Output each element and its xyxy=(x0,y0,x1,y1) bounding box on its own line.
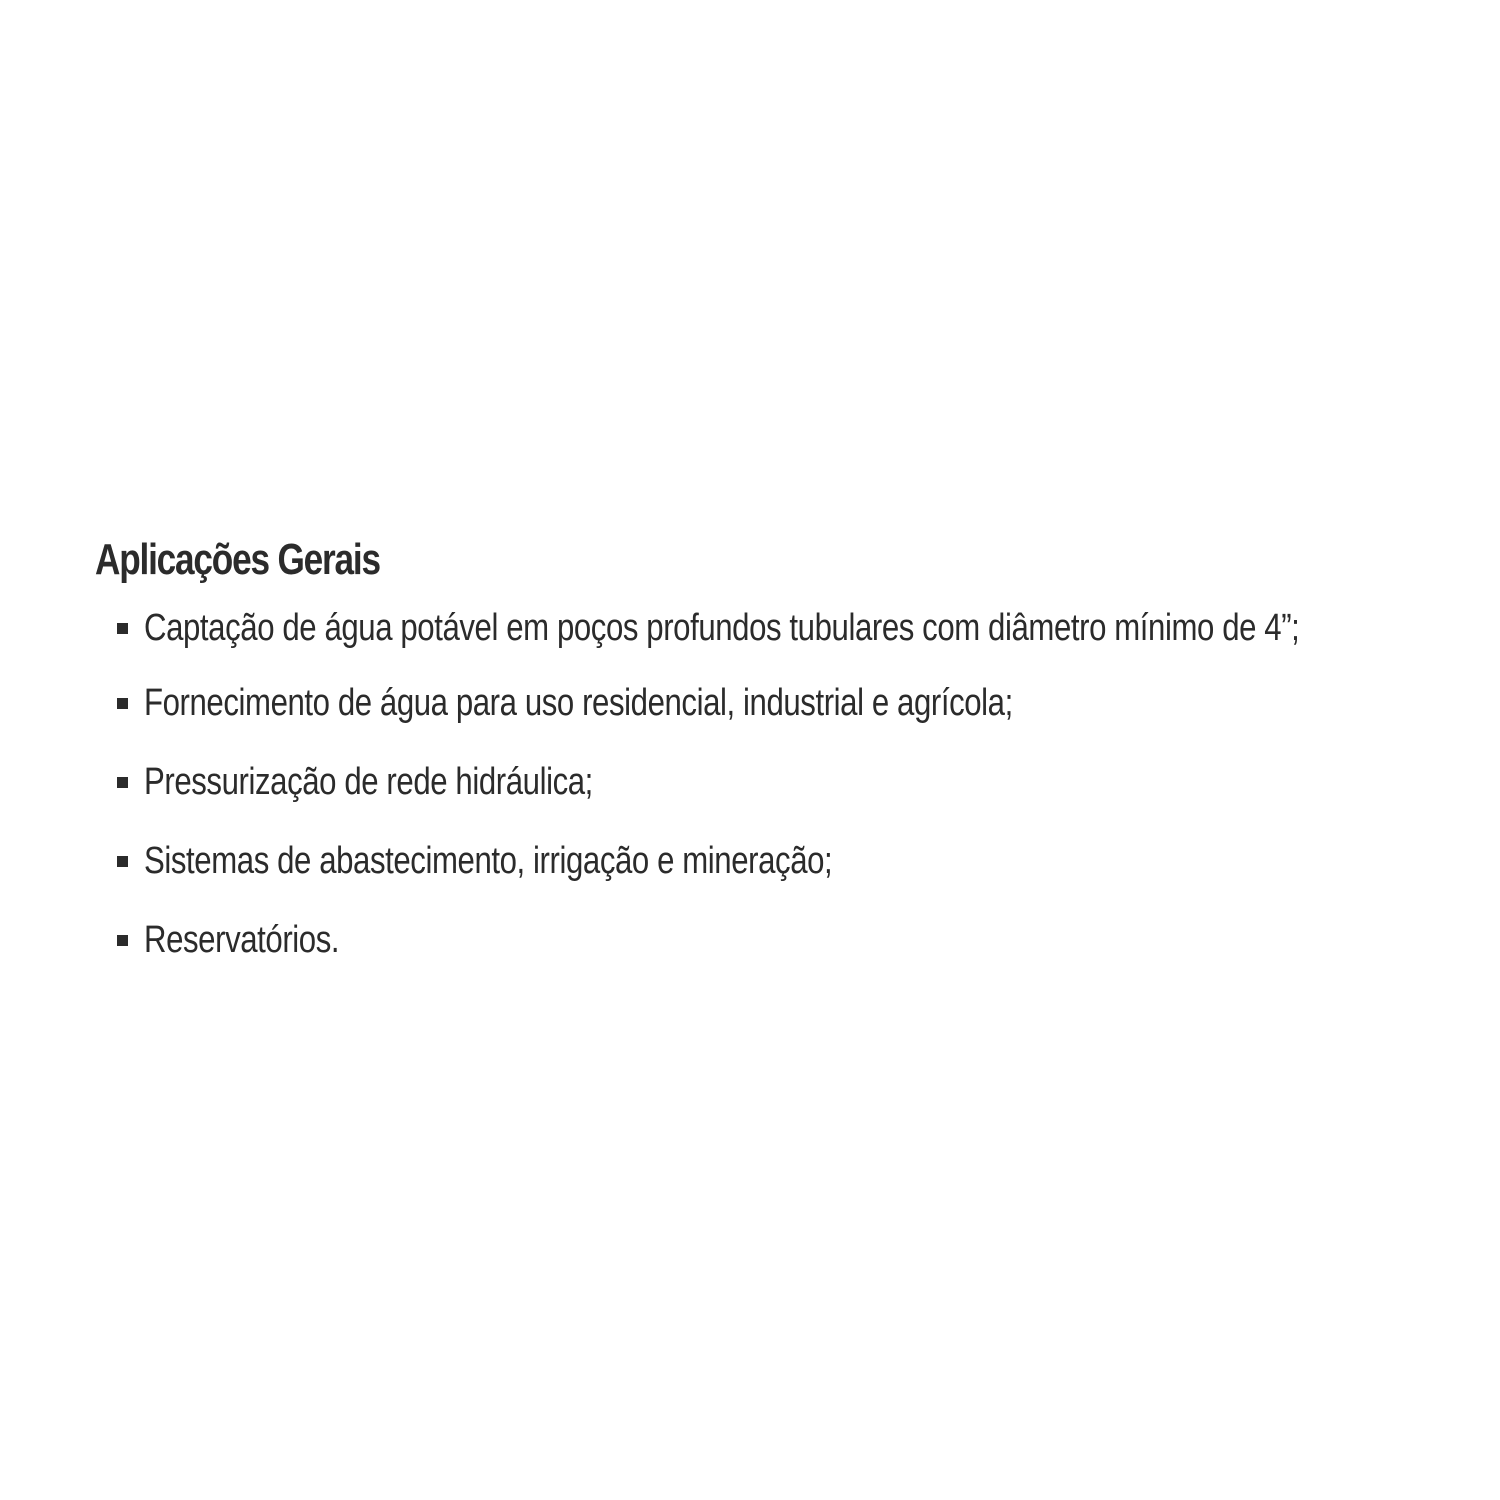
list-item-text: Captação de água potável em poços profundos tubulares com diâmetro mínimo de 4”; xyxy=(144,606,1300,649)
list-item-text: Sistemas de abastecimento, irrigação e mineração; xyxy=(144,840,833,882)
list-item xyxy=(95,743,1455,822)
list-item xyxy=(95,822,1455,901)
square-bullet-icon xyxy=(117,777,128,788)
square-bullet-icon xyxy=(117,856,128,867)
square-bullet-icon xyxy=(117,935,128,946)
square-bullet-icon xyxy=(117,623,128,634)
list-item-text: Pressurização de rede hidráulica; xyxy=(144,761,593,803)
applications-section xyxy=(95,528,1455,980)
list-item-text: Fornecimento de água para uso residencial, industrial e agrícola; xyxy=(144,682,1013,724)
list-item xyxy=(95,901,1455,980)
applications-list xyxy=(95,592,1455,980)
list-item xyxy=(95,664,1455,743)
list-item xyxy=(95,592,1455,664)
list-item-text: Reservatórios. xyxy=(144,919,340,961)
section-title: Aplicações Gerais xyxy=(95,535,380,584)
square-bullet-icon xyxy=(117,698,128,709)
